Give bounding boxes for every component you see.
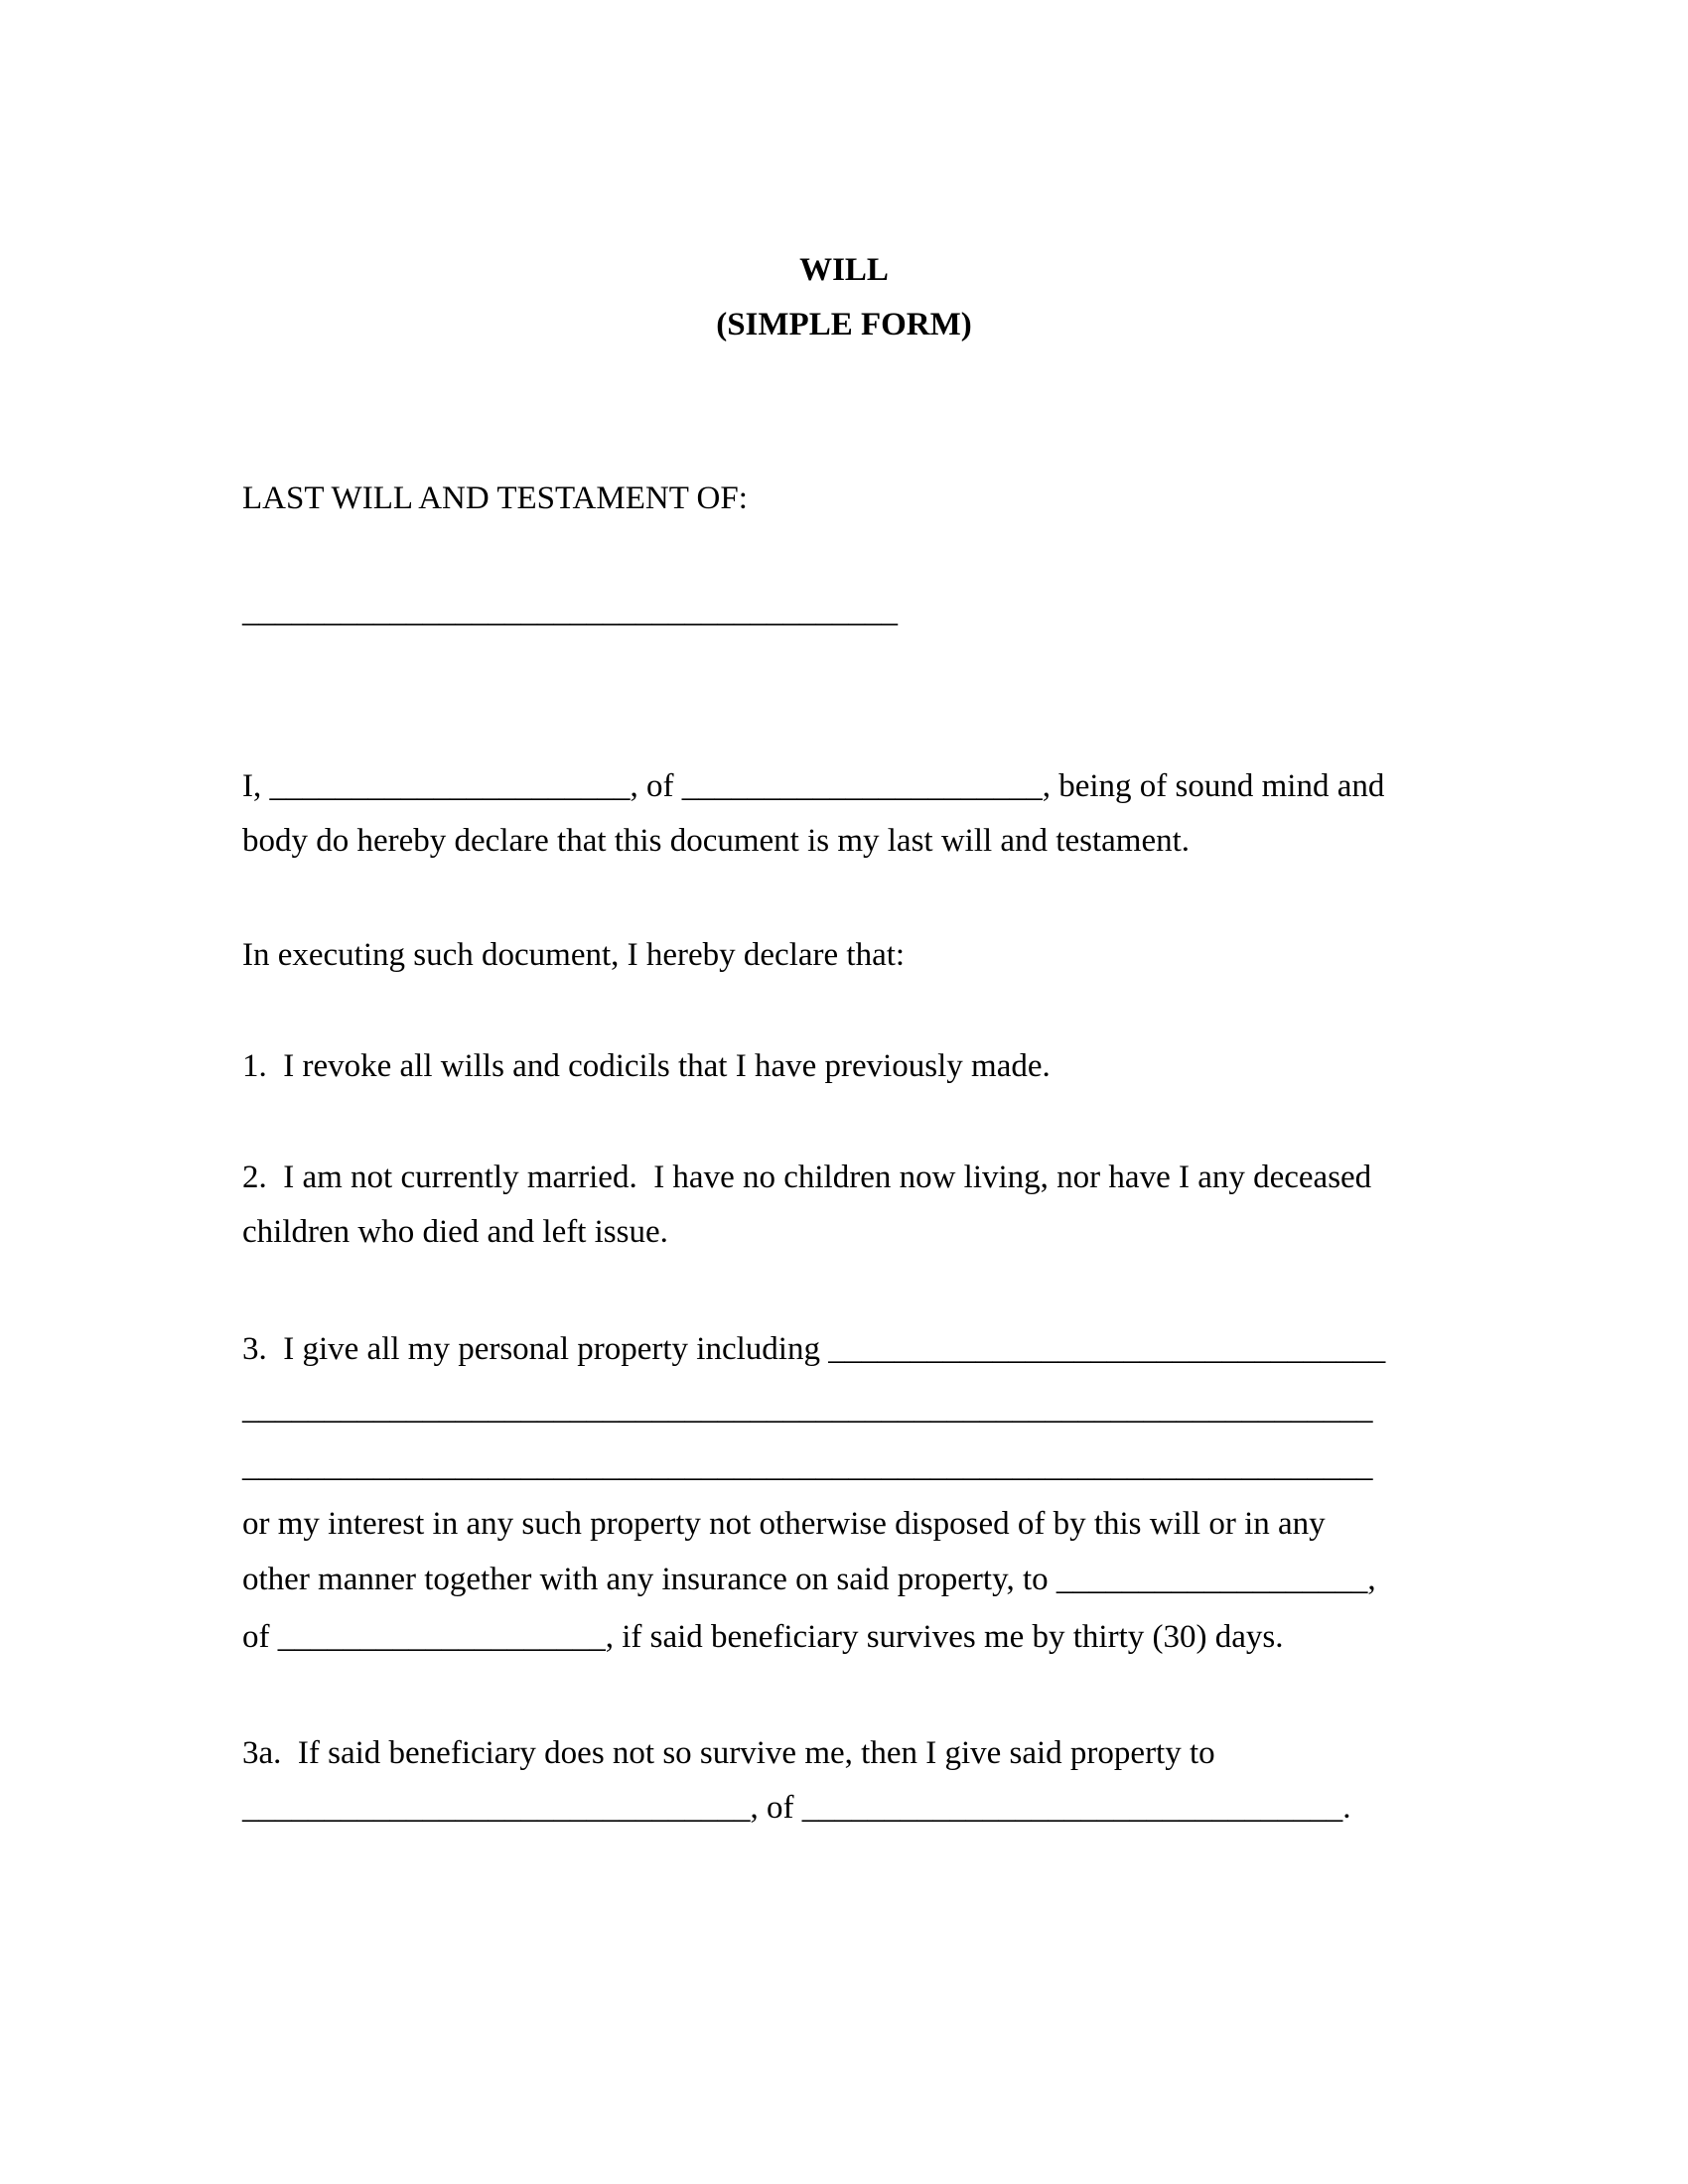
clause-3-line-5: other manner together with any insurance on said property, to ___________________, [242, 1562, 1376, 1597]
clause-3a-line-2: _______________________________, of _________________________________. [242, 1790, 1351, 1826]
document-title: WILL [799, 252, 889, 288]
document-subtitle: (SIMPLE FORM) [716, 307, 972, 342]
clause-3-line-6: of ____________________, if said beneficiary survives me by thirty (30) days. [242, 1619, 1284, 1655]
clause-3a-line-1: 3a. If said beneficiary does not so survive me, then I give said property to [242, 1735, 1215, 1771]
clause-3-line-1: 3. I give all my personal property including __________________________________ [242, 1331, 1386, 1367]
clause-1-line-1: 1. I revoke all wills and codicils that I have previously made. [242, 1048, 1051, 1084]
clause-2-line-1: 2. I am not currently married. I have no children now living, nor have I any deceased [242, 1160, 1372, 1195]
intro-line-1: I, ______________________, of ______________________, being of sound mind and [242, 768, 1385, 804]
clause-3-line-4: or my interest in any such property not otherwise disposed of by this will or in any [242, 1506, 1326, 1542]
intro-line-2: body do hereby declare that this document is my last will and testament. [242, 823, 1191, 859]
clause-3-blank-line-2: _____________________________________________________________________ [242, 1448, 1373, 1484]
clause-2-line-2: children who died and left issue. [242, 1214, 668, 1250]
last-will-heading: LAST WILL AND TESTAMENT OF: [242, 480, 748, 516]
declaration-intro: In executing such document, I hereby declare that: [242, 937, 906, 973]
clause-3-blank-line-1: _____________________________________________________________________ [242, 1391, 1373, 1427]
testator-name-blank-line: ________________________________________ [242, 594, 898, 629]
